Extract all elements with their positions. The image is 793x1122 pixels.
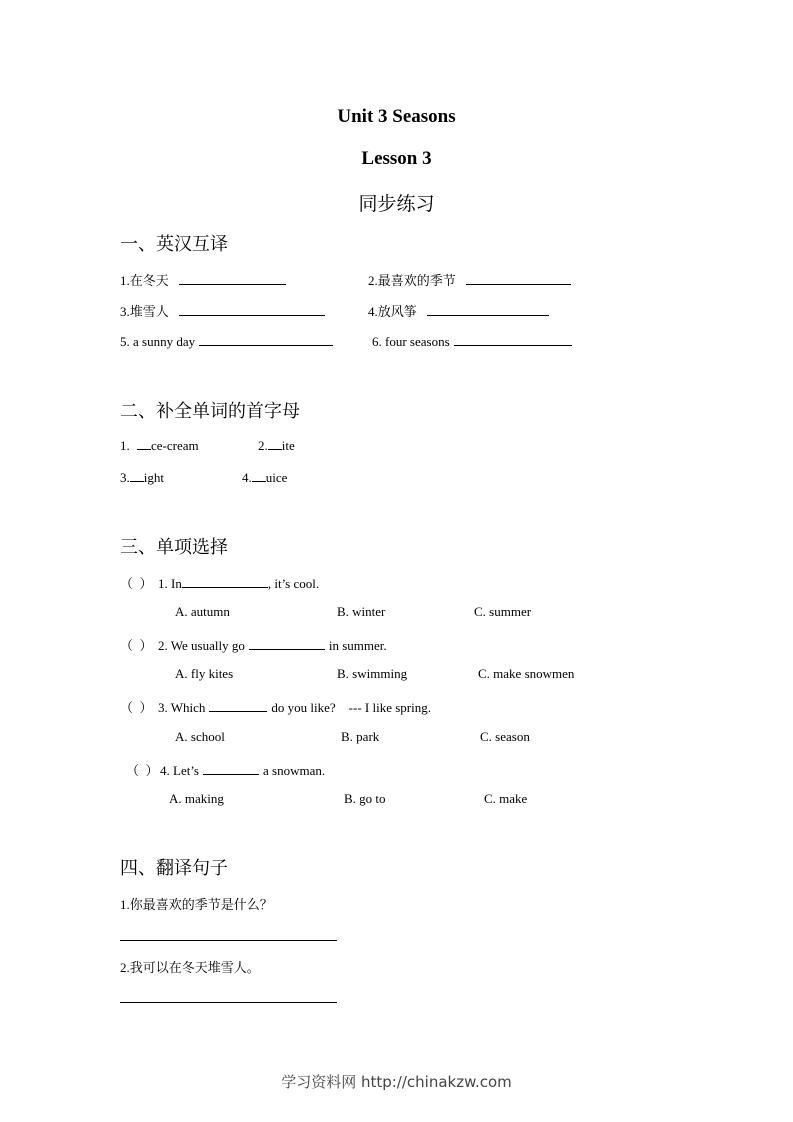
question-text-after: a snowman. (263, 763, 326, 778)
question-text: 1. In (158, 576, 182, 591)
question-text-after: do you like? --- I like spring. (271, 700, 431, 715)
section-heading-3: 三、单项选择 (120, 537, 228, 558)
option-a[interactable]: A. school (175, 729, 225, 744)
word-rest: ite (281, 438, 295, 453)
translate-item-2 (368, 270, 571, 289)
footer-watermark[interactable]: 学习资料网 http://chinakzw.com (281, 1073, 512, 1091)
option-c[interactable]: C. summer (474, 604, 532, 619)
answer-paren[interactable]: （ ） (120, 638, 153, 653)
answer-paren[interactable]: （ ） (120, 700, 153, 715)
option-c[interactable]: C. make (484, 791, 528, 806)
answer-paren[interactable]: （ ） (126, 763, 159, 778)
question-blank[interactable] (209, 699, 267, 712)
translate-item-1 (120, 270, 286, 289)
option-a[interactable]: A. autumn (175, 604, 230, 619)
question-text: 3. Which (158, 700, 206, 715)
answer-blank[interactable] (427, 303, 549, 316)
item-text: 2.最喜欢的季节 (368, 273, 456, 288)
option-a[interactable]: A. making (169, 791, 224, 806)
choice-question-3 (120, 697, 431, 716)
word-item-4 (242, 469, 287, 486)
question-blank[interactable] (182, 575, 268, 588)
item-number: 3. (120, 470, 130, 485)
question-text-after: , it’s cool. (267, 576, 320, 591)
question-blank[interactable] (249, 637, 325, 650)
option-c[interactable]: C. season (480, 729, 530, 744)
option-a[interactable]: A. fly kites (175, 666, 234, 681)
answer-blank[interactable] (466, 272, 571, 285)
item-text: 6. four seasons (372, 334, 450, 349)
item-text: 4.放风筝 (368, 304, 417, 319)
section-heading-4: 四、翻译句子 (120, 858, 228, 879)
section-heading-1: 一、英汉互译 (120, 234, 228, 255)
word-item-2 (258, 437, 295, 454)
sentence-answer-line-1[interactable] (120, 940, 337, 941)
lesson-title: Lesson 3 (361, 148, 432, 169)
item-text: 5. a sunny day (120, 334, 196, 349)
choice-question-1 (120, 573, 319, 592)
question-text: 2. We usually go (158, 638, 245, 653)
item-number: 1. (120, 438, 130, 453)
letter-blank[interactable] (137, 437, 151, 450)
translate-item-6 (372, 333, 572, 350)
word-item-1 (120, 437, 199, 454)
answer-blank[interactable] (179, 272, 286, 285)
option-b[interactable]: B. go to (344, 791, 386, 806)
question-blank[interactable] (203, 762, 259, 775)
letter-blank[interactable] (252, 469, 266, 482)
option-b[interactable]: B. swimming (337, 666, 408, 681)
option-b[interactable]: B. park (341, 729, 380, 744)
question-text-after: in summer. (328, 638, 387, 653)
translate-item-3 (120, 301, 325, 320)
page-title: Unit 3 Seasons (337, 106, 456, 127)
item-text: 3.堆雪人 (120, 304, 169, 319)
answer-blank[interactable] (199, 333, 333, 346)
page-subtitle: 同步练习 (358, 193, 435, 215)
answer-blank[interactable] (454, 333, 572, 346)
item-number: 4. (242, 470, 252, 485)
word-rest: ight (143, 470, 164, 485)
sentence-answer-line-2[interactable] (120, 1002, 337, 1003)
choice-question-4 (126, 760, 325, 779)
translate-item-4 (368, 301, 549, 320)
word-rest: ce-cream (151, 438, 199, 453)
sentence-item-1: 1.你最喜欢的季节是什么？ (120, 897, 273, 912)
translate-item-5 (120, 333, 333, 350)
option-b[interactable]: B. winter (337, 604, 386, 619)
choice-question-2 (120, 635, 387, 654)
answer-blank[interactable] (179, 303, 325, 316)
letter-blank[interactable] (130, 469, 144, 482)
answer-paren[interactable]: （ ） (120, 576, 153, 591)
question-text: 4. Let’s (160, 763, 199, 778)
option-c[interactable]: C. make snowmen (478, 666, 575, 681)
section-heading-2: 二、补全单词的首字母 (120, 401, 300, 422)
item-text: 1.在冬天 (120, 273, 169, 288)
sentence-item-2: 2.我可以在冬天堆雪人。 (120, 960, 260, 975)
item-number: 2. (258, 438, 268, 453)
word-item-3 (120, 469, 164, 486)
letter-blank[interactable] (268, 437, 282, 450)
word-rest: uice (265, 470, 288, 485)
